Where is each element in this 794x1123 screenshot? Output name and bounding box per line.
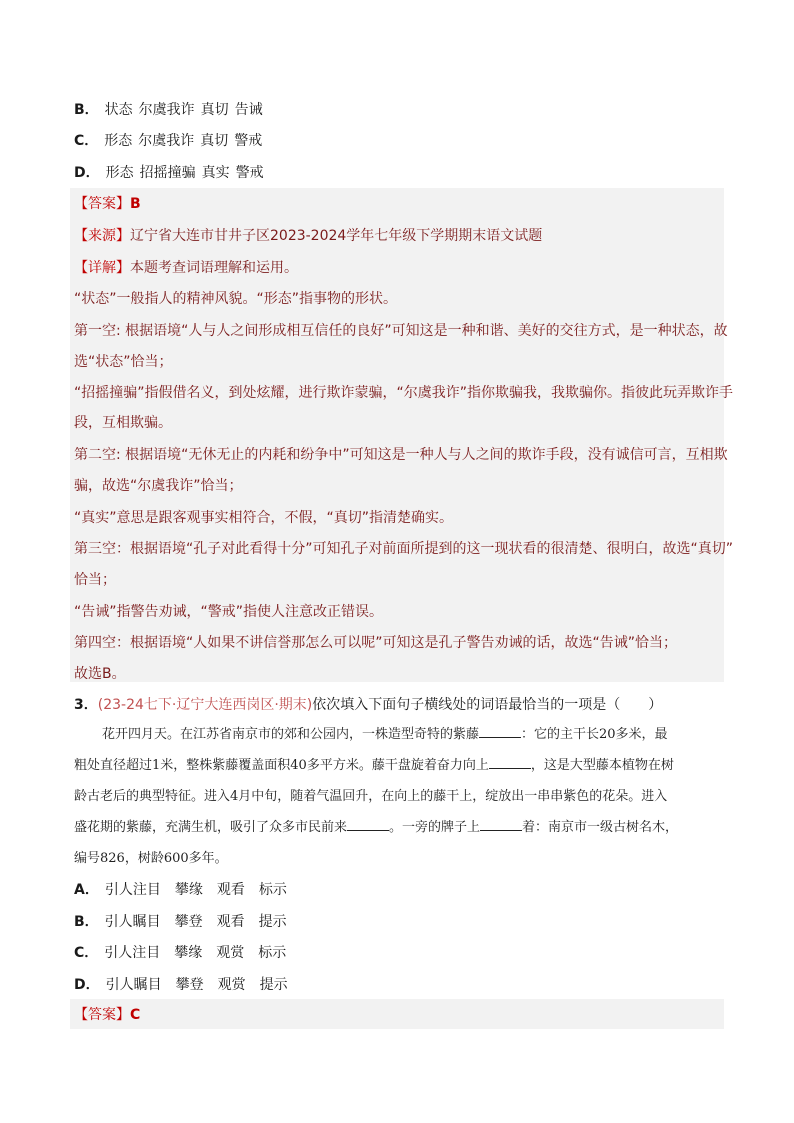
- detail-line: “真实”意思是跟客观事实相符合，不假，“真切”指清楚确实。: [74, 510, 454, 526]
- detail-line: 第四空：根据语境“人如果不讲信誉那怎么可以呢”可知这是孔子警告劝诫的话，故选“告诫”恰当；: [74, 635, 678, 651]
- q2-option-b: B． 状态 尔虞我诈 真切 告诫: [74, 102, 263, 118]
- q2-source: 【来源】辽宁省大连市甘井子区2023-2024学年七年级下学期期末语文试题: [74, 228, 543, 244]
- detail-line: “告诫”指警告劝诫，“警戒”指使人注意改正错误。: [74, 604, 384, 620]
- q2-option-c: C． 形态 尔虞我诈 真切 警戒: [74, 133, 263, 149]
- q3-answer: 【答案】C: [74, 1007, 141, 1023]
- answer-blank: [489, 756, 531, 769]
- q3-option-c: C． 引人注目 攀缘 观赏 标示: [74, 945, 287, 961]
- q3-stem: 3．(23-24七下·辽宁大连西岗区·期末)依次填入下面句子横线处的词语最恰当的一项是（ ）: [74, 697, 663, 713]
- detail-line: 故选B。: [74, 666, 126, 682]
- q3-passage: [74, 719, 724, 874]
- detail-line: 第三空：根据语境“孔子对此看得十分”可知孔子对前面所提到的这一现状看的很清楚、很明白，故选“真切”: [74, 541, 734, 557]
- passage-line: 盛花期的紫藤，充满生机，吸引了众多市民前来 。一旁的牌子上 着：南京市一级古树名木，: [74, 820, 679, 835]
- detail-line: 第二空: 根据语境“无休无止的内耗和纷争中”可知这是一种人与人之间的欺诈手段，没有诚信可言，互相欺: [74, 447, 728, 463]
- detail-line: 第一空: 根据语境“人与人之间形成相互信任的良好”可知这是一种和谐、美好的交往方式，是一种状态，故: [74, 323, 728, 339]
- passage-line: 龄古老后的典型特征。进入4月中旬，随着气温回升，在向上的藤干上，绽放出一串串紫色的花朵。进入: [74, 789, 668, 804]
- detail-line: “状态”一般指人的精神风貌。“形态”指事物的形状。: [74, 291, 398, 307]
- q2-answer: 【答案】B: [74, 196, 141, 212]
- q2-option-d: D． 形态 招摇撞骗 真实 警戒: [74, 165, 264, 181]
- detail-line: 恰当；: [74, 572, 116, 588]
- q2-detail-heading: 【详解】本题考查词语理解和运用。: [74, 260, 298, 276]
- passage-line: 编号826，树龄600多年。: [74, 851, 228, 866]
- detail-line: “招摇撞骗”指假借名义，到处炫耀，进行欺诈蒙骗，“尔虞我诈”指你欺骗我，我欺骗你。指彼此玩弄欺诈手: [74, 385, 734, 401]
- detail-line: 骗，故选“尔虞我诈”恰当；: [74, 478, 243, 494]
- q3-option-a: A． 引人注目 攀缘 观看 标示: [74, 882, 287, 898]
- detail-line: 选“状态”恰当；: [74, 354, 173, 370]
- answer-blank: [480, 818, 522, 831]
- passage-line: 粗处直径超过1米，整株紫藤覆盖面积40多平方米。藤干盘旋着奋力向上 ，这是大型藤本植物在树: [74, 758, 674, 773]
- q3-option-d: D． 引人瞩目 攀登 观赏 提示: [74, 977, 288, 993]
- q3-answer-band: [70, 999, 724, 1029]
- detail-line: 段，互相欺骗。: [74, 415, 172, 431]
- answer-blank: [347, 818, 389, 831]
- q3-option-b: B． 引人瞩目 攀登 观看 提示: [74, 914, 287, 930]
- passage-line: 花开四月天。在江苏省南京市的郊和公园内，一株造型奇特的紫藤 ：它的主干长20多米，最: [102, 727, 668, 742]
- answer-blank: [479, 725, 521, 738]
